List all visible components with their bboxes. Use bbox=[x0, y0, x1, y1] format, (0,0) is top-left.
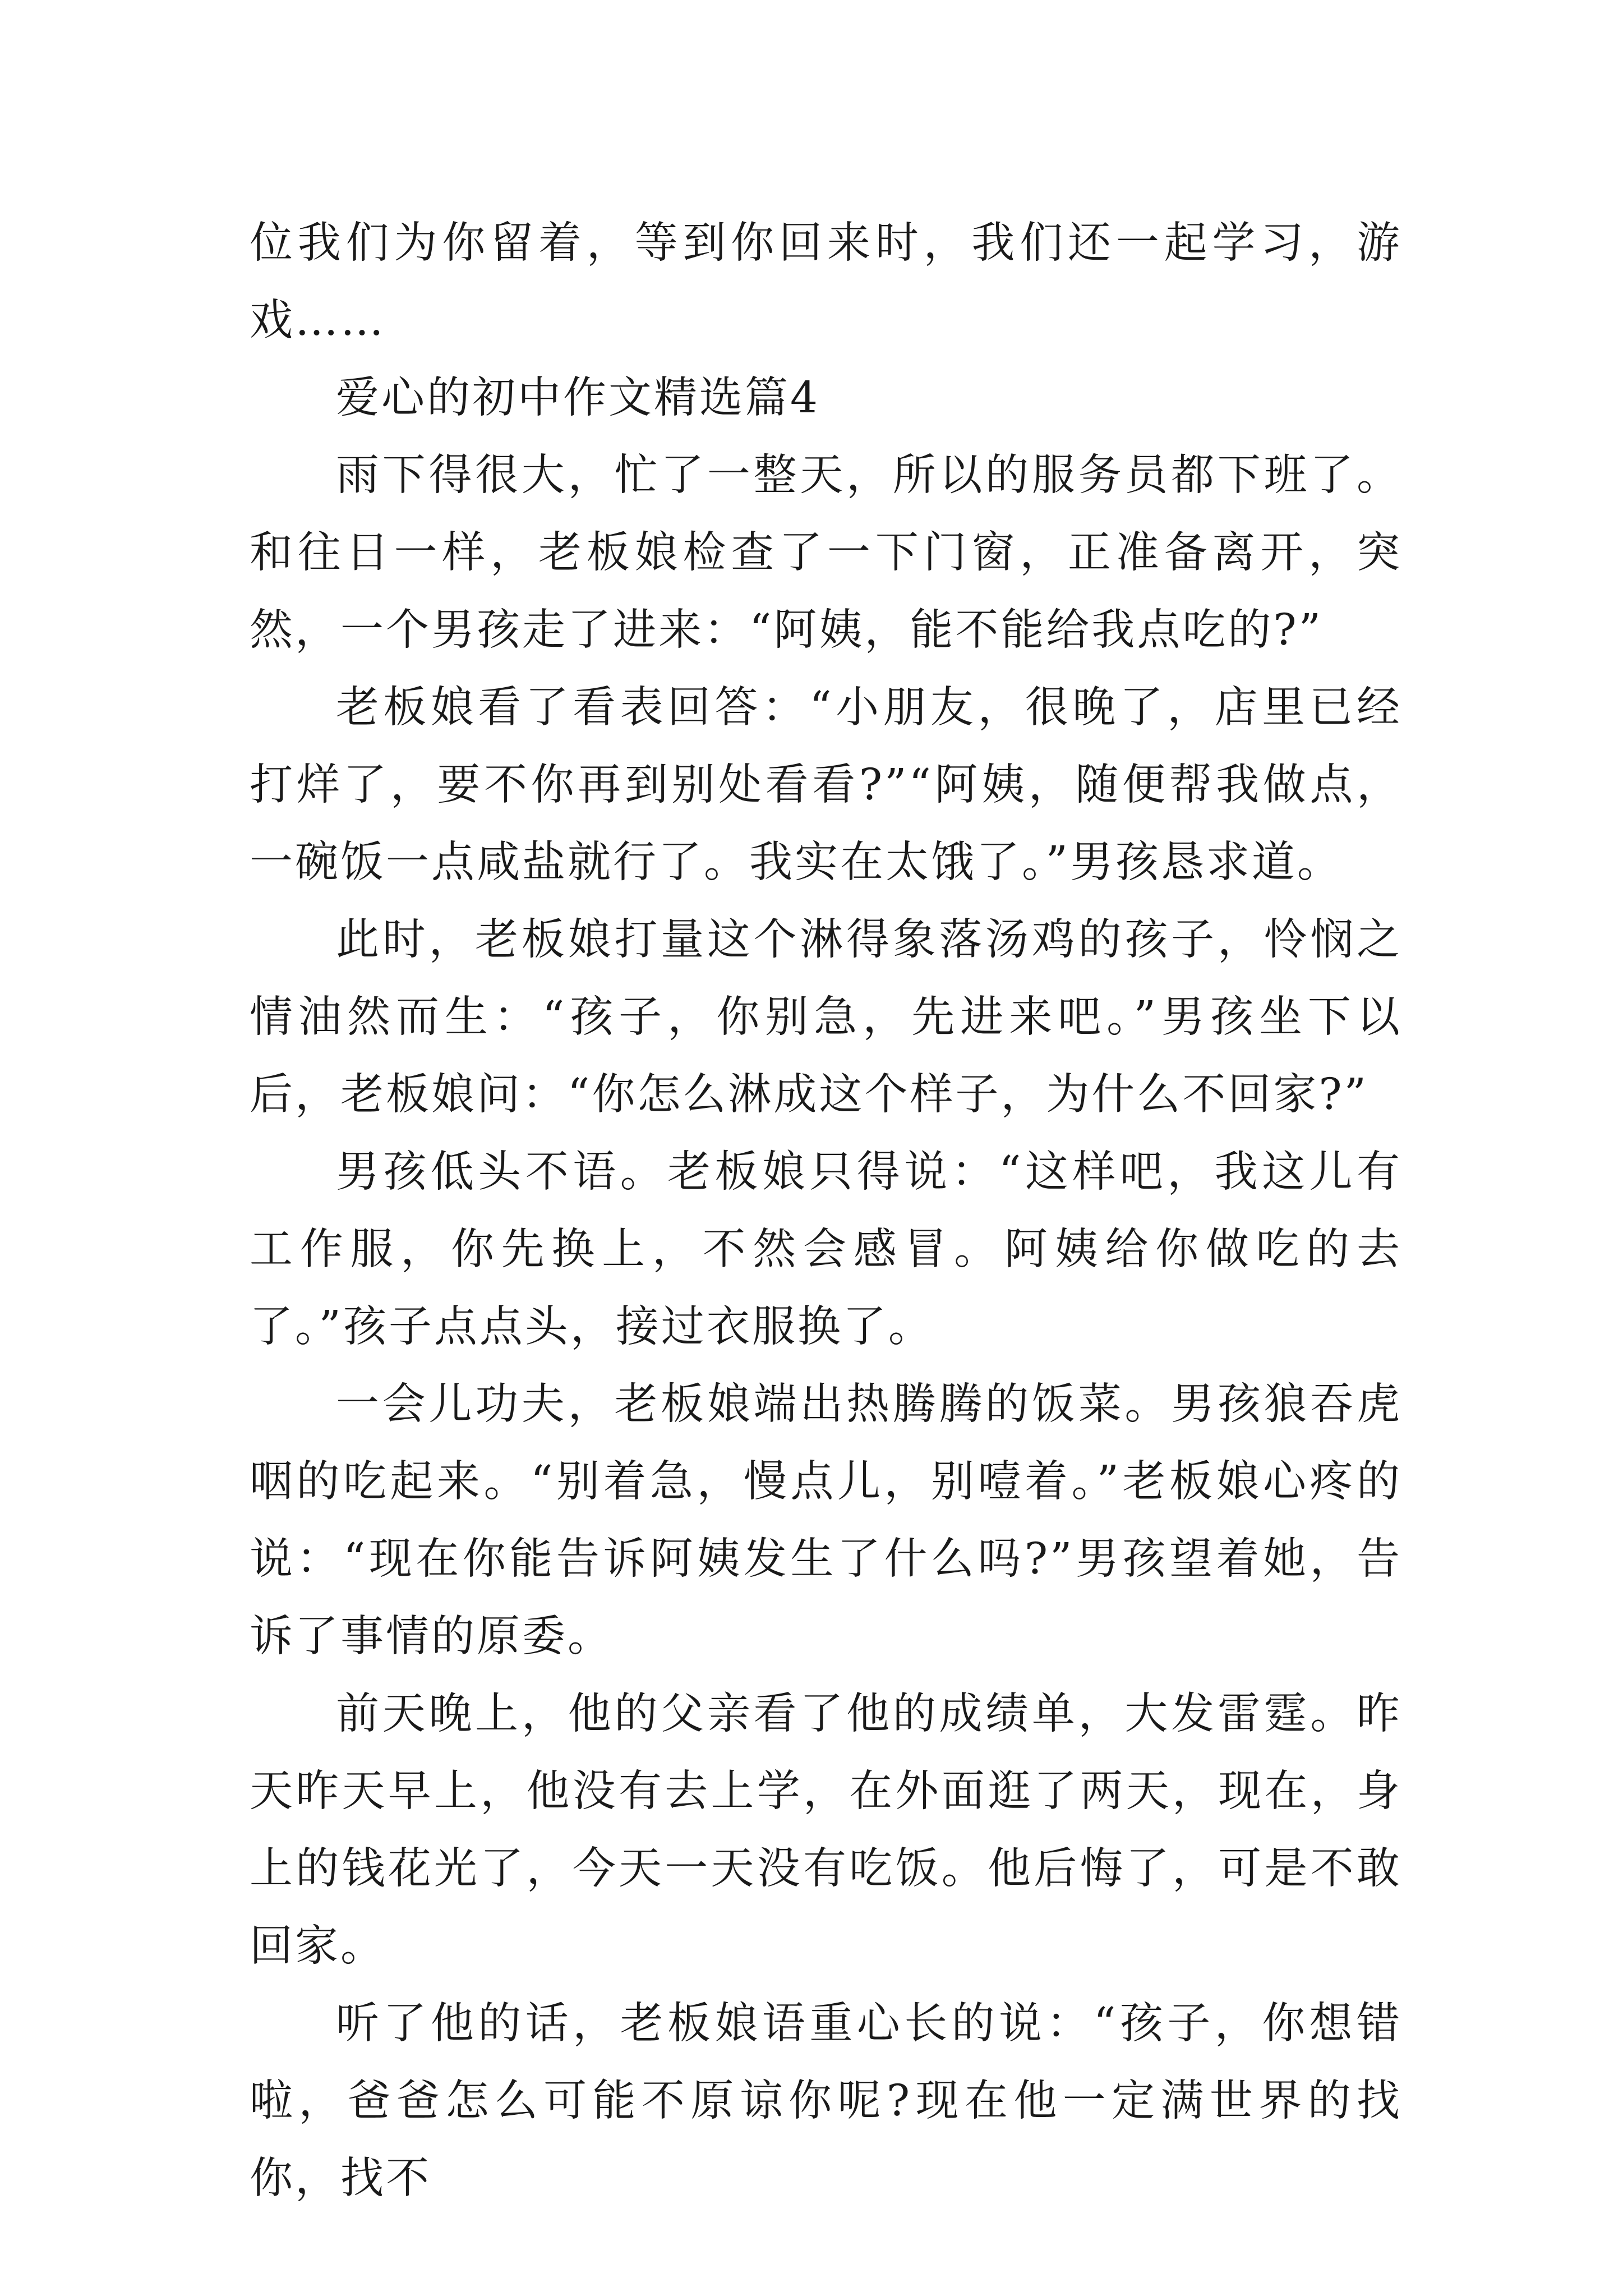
section-heading: 爱心的初中作文精选篇4 bbox=[336, 373, 820, 423]
paragraph-continued: 位我们为你留着，等到你回来时，我们还一起学习，游戏…… bbox=[250, 218, 1402, 346]
paragraph: 雨下得很大，忙了一整天，所以的服务员都下班了。和往日一样，老板娘检查了一下门窗，正准备离开，突然，一个男孩走了进来：“阿姨，能不能给我点吃的?” bbox=[250, 450, 1402, 655]
paragraph: 男孩低头不语。老板娘只得说：“这样吧，我这儿有工作服，你先换上，不然会感冒。阿姨给你做吃的去了。”孩子点点头，接过衣服换了。 bbox=[250, 1147, 1402, 1352]
paragraph: 此时，老板娘打量这个淋得象落汤鸡的孩子，怜悯之情油然而生：“孩子，你别急，先进来吧。”男孩坐下以后，老板娘问：“你怎么淋成这个样子，为什么不回家?” bbox=[250, 915, 1402, 1120]
paragraph: 一会儿功夫，老板娘端出热腾腾的饭菜。男孩狼吞虎咽的吃起来。“别着急，慢点儿，别噎着。”老板娘心疼的说：“现在你能告诉阿姨发生了什么吗?”男孩望着她，告诉了事情的原委。 bbox=[250, 1379, 1402, 1662]
paragraph: 前天晚上，他的父亲看了他的成绩单，大发雷霆。昨天昨天早上，他没有去上学，在外面逛了两天，现在，身上的钱花光了，今天一天没有吃饭。他后悔了，可是不敢回家。 bbox=[250, 1689, 1402, 1971]
document-body bbox=[250, 205, 1402, 2217]
paragraph: 听了他的话，老板娘语重心长的说：“孩子，你想错啦，爸爸怎么可能不原谅你呢?现在他一定满世界的找你，找不 bbox=[250, 1999, 1402, 2203]
paragraph: 老板娘看了看表回答：“小朋友，很晚了，店里已经打烊了，要不你再到别处看看?”“阿姨，随便帮我做点，一碗饭一点咸盐就行了。我实在太饿了。”男孩恳求道。 bbox=[250, 683, 1402, 887]
